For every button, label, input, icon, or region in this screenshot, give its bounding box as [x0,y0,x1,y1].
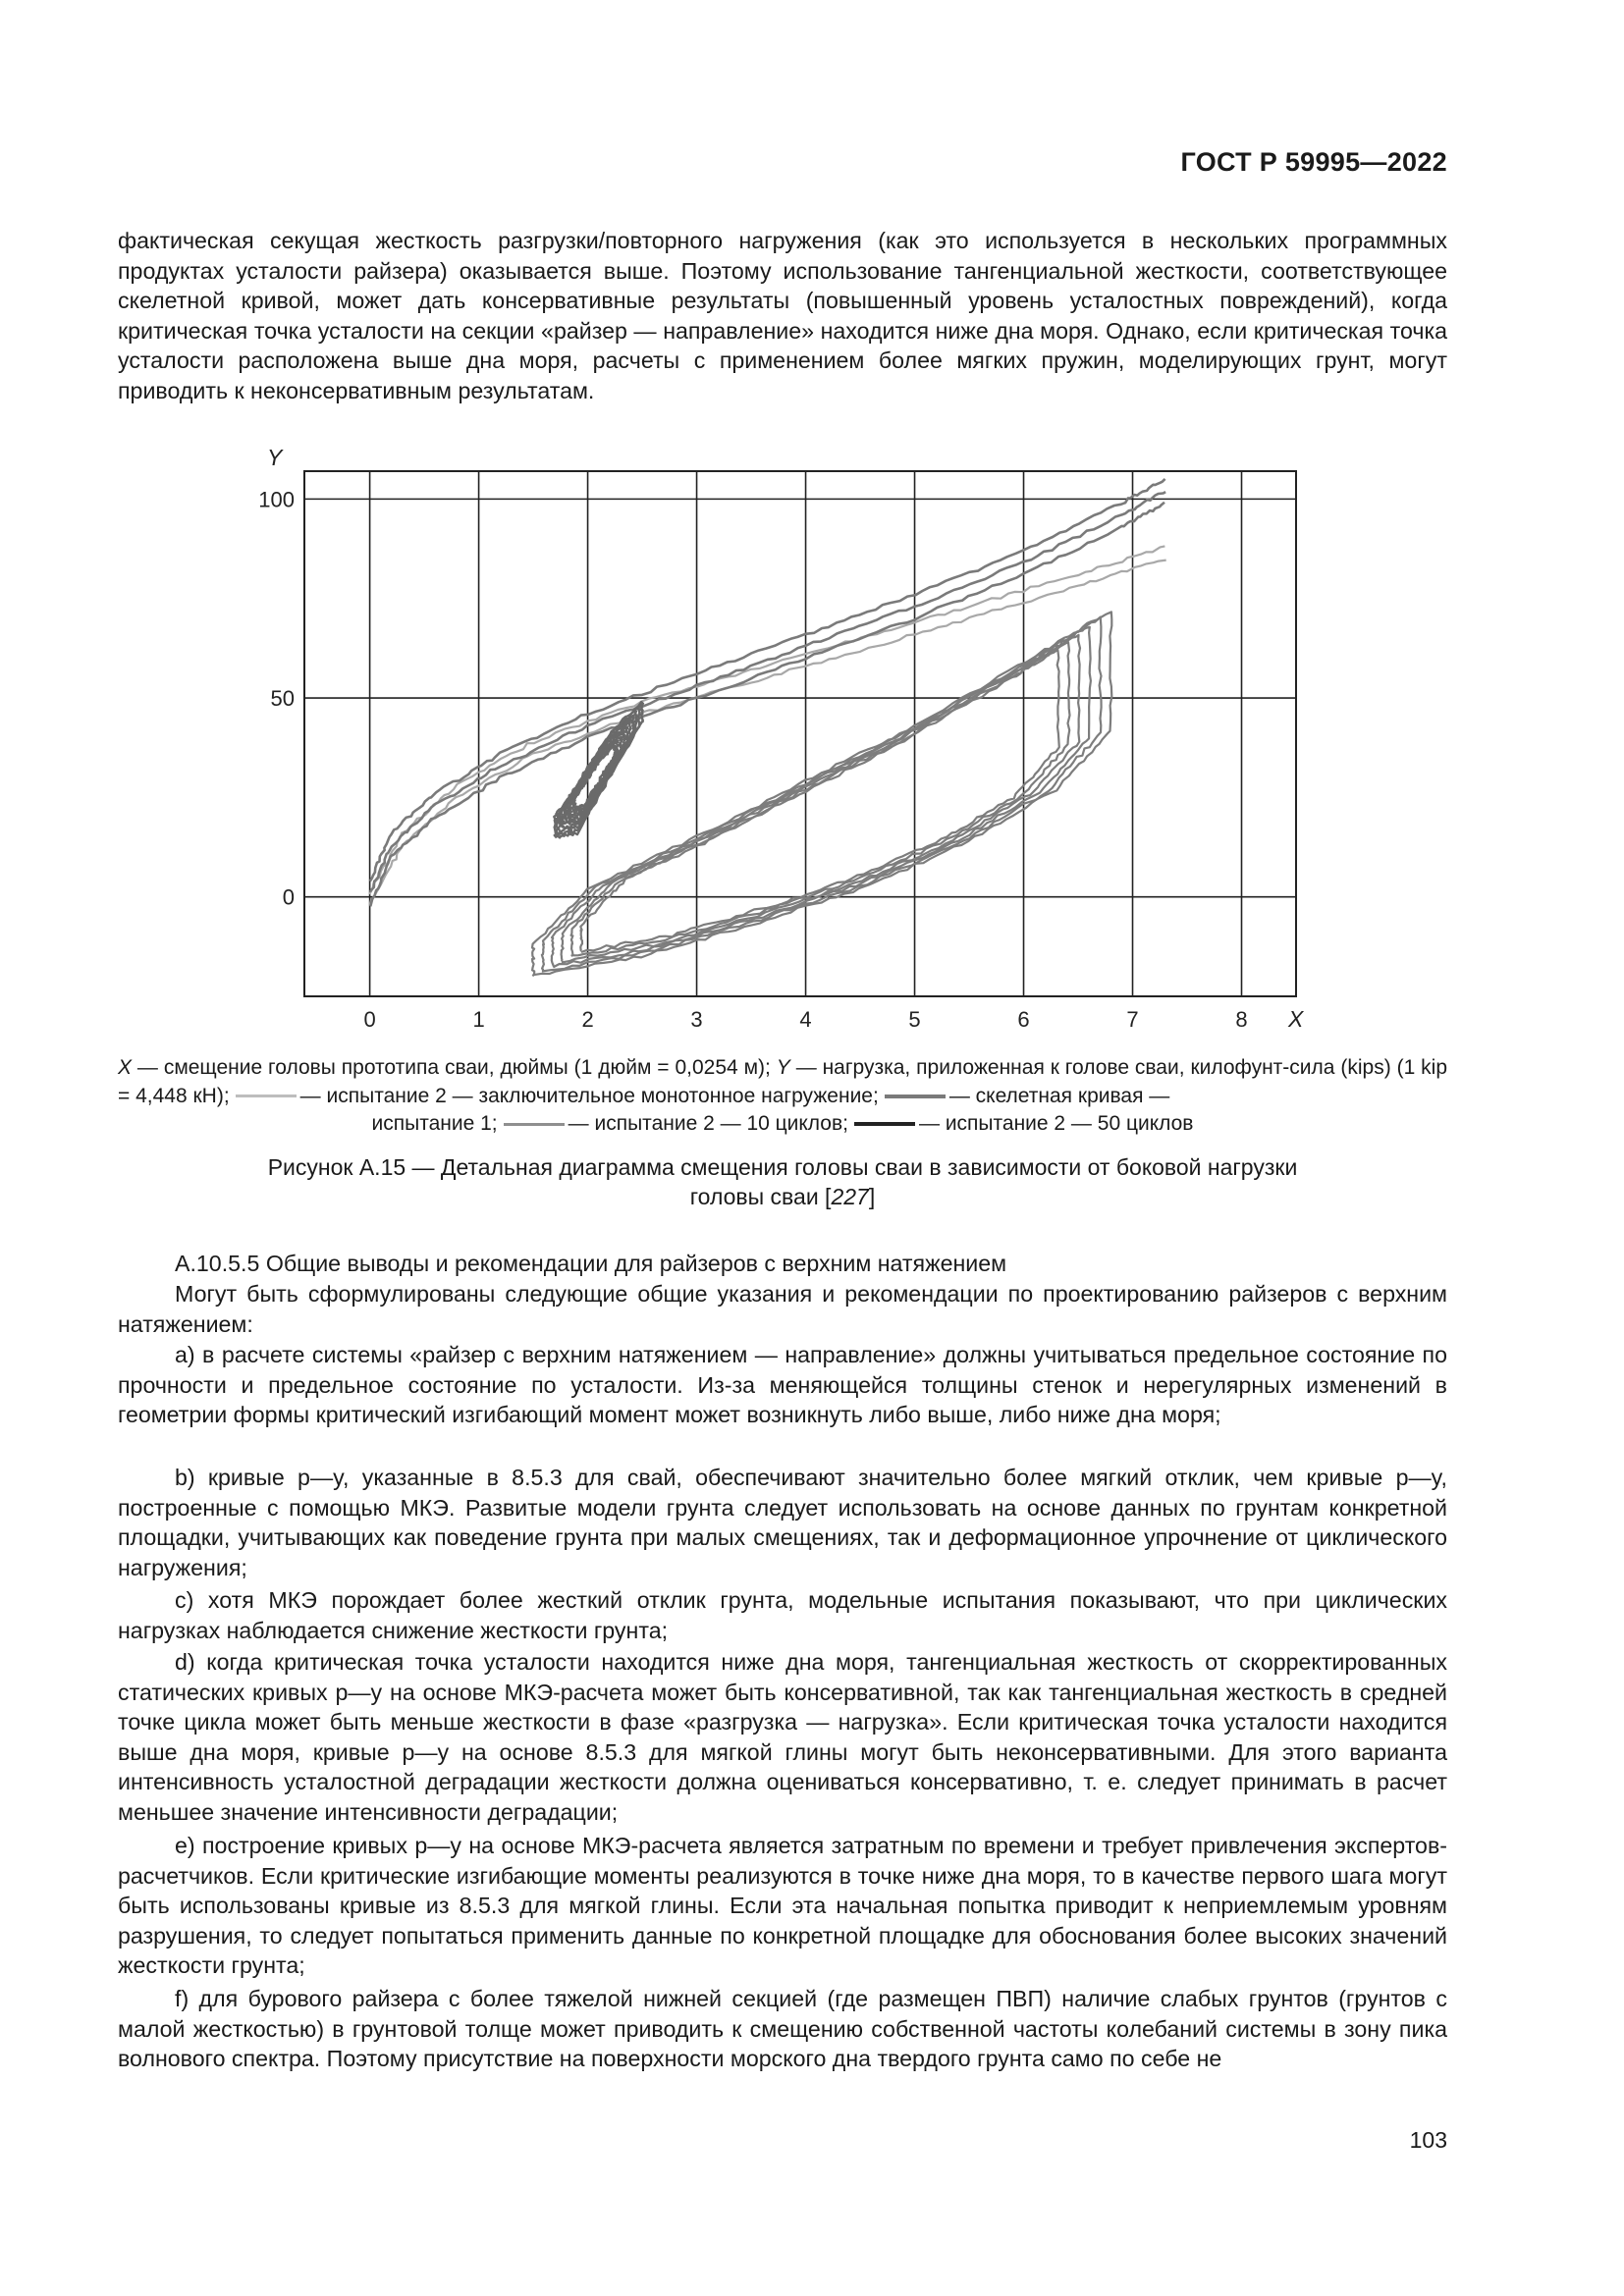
legend-10-cycles: — испытание 2 — 10 циклов; [568,1112,848,1135]
plot-frame [304,471,1296,996]
legend-x-symbol: X [118,1056,133,1079]
legend-y-symbol: Y [776,1056,790,1079]
legend-50-cycles: — испытание 2 — 50 циклов [918,1112,1194,1135]
series-monotonic-line [370,561,1166,905]
figure-legend [118,1054,1447,1139]
legend-swatch-skeleton [885,1095,946,1098]
x-tick-label: 1 [472,1007,485,1032]
section-lead: Могут быть сформулированы следующие общие указания и рекомендации по проектированию райзеров с верхним натяжением: [118,1281,1447,1337]
item-e: e) построение кривых p—y на основе МКЭ-расчета является затратным по времени и требует привлечения экспертов-расчетчиков. Если критические изгибающие моменты реализуются в точке ниже дна моря, то в качестве первого шага могут быть использованы кривые из 8.5.3 для мягкой глины. Если эта начальная попытка приводит к неприемлемым уровням разрушения, то следует попытаться применить данные по конкретной площадке для обоснования более высоких значений жесткости грунта; [118,1833,1447,1979]
x-tick-label: 6 [1017,1007,1030,1032]
series-group [369,479,1165,977]
x-tick-label: 4 [799,1007,812,1032]
legend-x-text: — смещение головы прототипа сваи, дюймы (1 дюйм = 0,0254 м); [136,1056,771,1079]
item-a: a) в расчете системы «райзер с верхним натяжением — направление» должны учитываться предельное состояние по прочности и предельное состояние по усталости. Из-за меняющейся толщины стенок и нерегулярных изменений в геометрии формы критический изгибающий момент может возникнуть либо выше, либо ниже дна моря; [118,1342,1447,1428]
series-skeleton-line [370,503,1164,907]
y-axis-label: Y [267,445,283,470]
legend-monotonic: — испытание 2 — заключительное монотонное нагружение; [299,1084,879,1107]
x-tick-label: 7 [1126,1007,1139,1032]
x-tick-label: 0 [363,1007,376,1032]
legend-swatch-10-cycles [504,1123,565,1126]
series-skeleton-line [370,479,1165,881]
x-tick-label: 8 [1235,1007,1248,1032]
y-tick-label: 50 [270,686,295,712]
section-heading: А.10.5.5 Общие выводы и рекомендации для райзеров с верхним натяжением [175,1251,1007,1276]
caption-text: головы сваи [ [689,1184,832,1209]
x-tick-label: 3 [690,1007,703,1032]
series-monotonic-line [369,546,1164,894]
caption-line-1: Рисунок А.15 — Детальная диаграмма смещения головы сваи в зависимости от боковой нагрузки [267,1154,1298,1180]
figure-chart [236,442,1326,1041]
document-header: ГОСТ Р 59995—2022 [1180,147,1447,177]
x-tick-label: 2 [581,1007,594,1032]
legend-swatch-50-cycles [854,1122,915,1126]
legend-y-text: — нагрузка, приложенная к голове сваи, килофунт-сила [795,1056,1335,1079]
legend-test1: испытание 1; [371,1112,498,1135]
legend-line-3 [118,1110,1447,1139]
series-skeleton-line [370,492,1165,891]
caption-bracket: ] [868,1184,876,1209]
y-tick-label: 0 [282,884,295,910]
chart-svg [236,442,1326,1041]
y-tick-label: 100 [258,487,295,512]
caption-line-2 [118,1182,1447,1211]
legend-units: (kips) (1 kip = 4,448 кН); [118,1056,1447,1107]
x-tick-label: 5 [908,1007,921,1032]
series-10-cycles-line [580,650,1059,952]
legend-swatch-monotonic [236,1095,297,1097]
intro-paragraph: фактическая секущая жесткость разгрузки/повторного нагружения (как это используется в нескольких программных продуктах усталости райзера) оказывается выше. Поэтому использование тангенциальной жесткости, соответствующее скелетной кривой, может дать консервативные результаты (повышенный уровень усталостных повреждений), когда критическая точка усталости на секции «райзер — направление» находится ниже дна моря. Однако, если критическая точка усталости расположена выше дна моря, расчеты с применением более мягких пружин, моделирующих грунт, могут приводить к неконсервативным результатам. [118,228,1447,403]
item-f: f) для бурового райзера с более тяжелой нижней секцией (где размещен ПВП) наличие слабых грунтов (грунтов с малой жесткостью) в грунтовой толще может приводить к смещению собственной частоты колебаний системы в зону пика волнового спектра. Поэтому присутствие на поверхности морского дна твердого грунта само по себе не [118,1986,1447,2072]
caption-reference: 227 [831,1184,869,1209]
item-c: c) хотя МКЭ порождает более жесткий отклик грунта, модельные испытания показывают, что при циклических нагрузках наблюдается снижение жесткости грунта; [118,1587,1447,1643]
item-b: b) кривые p—y, указанные в 8.5.3 для свай, обеспечивают значительно более мягкий отклик, чем кривые p—y, построенные с помощью МКЭ. Развитые модели грунта следует использовать на основе данных по грунтам конкретной площадки, учитывающих как поведение грунта при малых смещениях, так и деформационное упрочнение от циклического нагружения; [118,1465,1447,1580]
figure-caption [118,1152,1447,1211]
legend-skeleton: — скелетная кривая — [948,1084,1170,1107]
item-d: d) когда критическая точка усталости находится ниже дна моря, тангенциальная жесткость от скорректированных статических кривых p—y на основе МКЭ-расчета может быть консервативной, так как тангенциальная жесткость в средней точке цикла может быть меньше жесткости в фазе «разгрузка — нагрузка». Если критическая точка усталости находится выше дна моря, кривые p—y на основе 8.5.3 для мягкой глины могут быть неконсервативными. Для этого варианта интенсивность усталостной деградации жесткости должна оцениваться консервативно, т. е. следует принимать в расчет меньшее значение интенсивности деградации; [118,1649,1447,1825]
page-number: 103 [1409,2127,1447,2153]
x-axis-label: X [1288,1006,1304,1032]
